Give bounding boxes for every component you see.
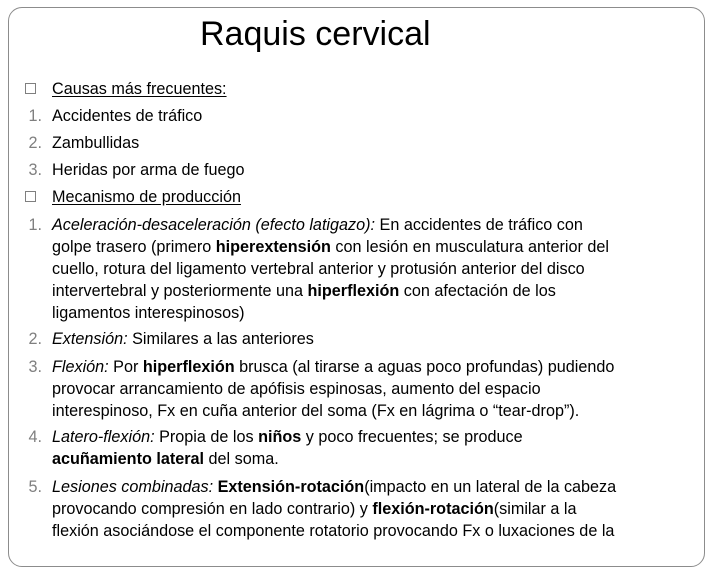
list-number: 2. [28,330,42,348]
text-run: interespinoso, Fx en cuña anterior del soma (Fx en lágrima o “tear-drop”). [52,402,580,420]
text-run: brusca (al tirarse a aguas poco profundas) pudiendo [234,358,615,376]
list-number: 3. [28,358,42,376]
text-run: En accidentes de tráfico con [375,216,583,234]
text-run: Por [108,358,143,376]
bold-term: hiperextensión [215,238,331,256]
text-run: cuello, rotura del ligamento vertebral anterior y protusión anterior del disco [52,260,585,278]
text-line [52,236,692,258]
italic-term: Lesiones combinadas: [52,478,214,496]
text-line [52,280,692,302]
bold-term: Extensión-rotación [217,478,365,496]
cause-text: Heridas por arma de fuego [52,161,245,179]
bold-term: hiperflexión [142,358,235,376]
list-number: 5. [28,478,42,496]
italic-term: Latero-flexión: [52,428,155,446]
text-run: con lesión en musculatura anterior del [330,238,609,256]
text-line [52,426,692,448]
text-line [52,448,692,470]
text-run: (impacto en un lateral de la cabeza [364,478,617,496]
list-number: 1. [28,107,42,125]
text-run: golpe trasero (primero [52,238,216,256]
text-run: provocar arrancamiento de apófisis espinosas, aumento del espacio [52,380,541,398]
text-run: (similar a la [493,500,577,518]
text-run: del soma. [204,450,279,468]
text-run: Similares a las anteriores [127,330,314,348]
slide-title: Raquis cervical [200,15,431,53]
text-run: intervertebral y posteriormente una [52,282,308,300]
text-run: con afectación de los [399,282,556,300]
text-line [52,476,692,498]
text-run: flexión asociándose el componente rotatorio provocando Fx o luxaciones de la [52,522,615,540]
italic-term: Aceleración-desaceleración (efecto latigazo): [52,216,376,234]
causes-heading: Causas más frecuentes: [52,80,227,98]
mechanism-text [52,214,692,324]
text-line [52,400,692,422]
bold-term: acuñamiento lateral [52,450,205,468]
mechanism-text [52,356,692,422]
text-run: ligamentos interespinosos) [52,304,245,322]
cause-text: Accidentes de tráfico [52,107,203,125]
text-line [52,328,692,350]
bold-term: flexión-rotación [372,500,494,518]
bold-term: niños [258,428,302,446]
text-line [52,498,692,520]
text-run: y poco frecuentes; se produce [301,428,523,446]
text-line [52,356,692,378]
list-number: 2. [28,134,42,152]
italic-term: Flexión: [52,358,109,376]
text-line [52,378,692,400]
list-number: 3. [28,161,42,179]
cause-text: Zambullidas [52,134,140,152]
text-run: provocando compresión en lado contrario) y [52,500,373,518]
mechanism-text [52,476,692,542]
mechanism-text [52,426,692,470]
text-run: Propia de los [154,428,259,446]
mechanism-text [52,328,692,350]
bold-term: hiperflexión [307,282,400,300]
mechanism-heading: Mecanismo de producción [52,188,241,206]
square-bullet-icon [25,191,36,202]
text-line [52,302,692,324]
list-number: 4. [28,428,42,446]
text-line [52,214,692,236]
list-number: 1. [28,216,42,234]
text-line [52,258,692,280]
square-bullet-icon [25,83,36,94]
italic-term: Extensión: [52,330,128,348]
text-line [52,520,692,542]
